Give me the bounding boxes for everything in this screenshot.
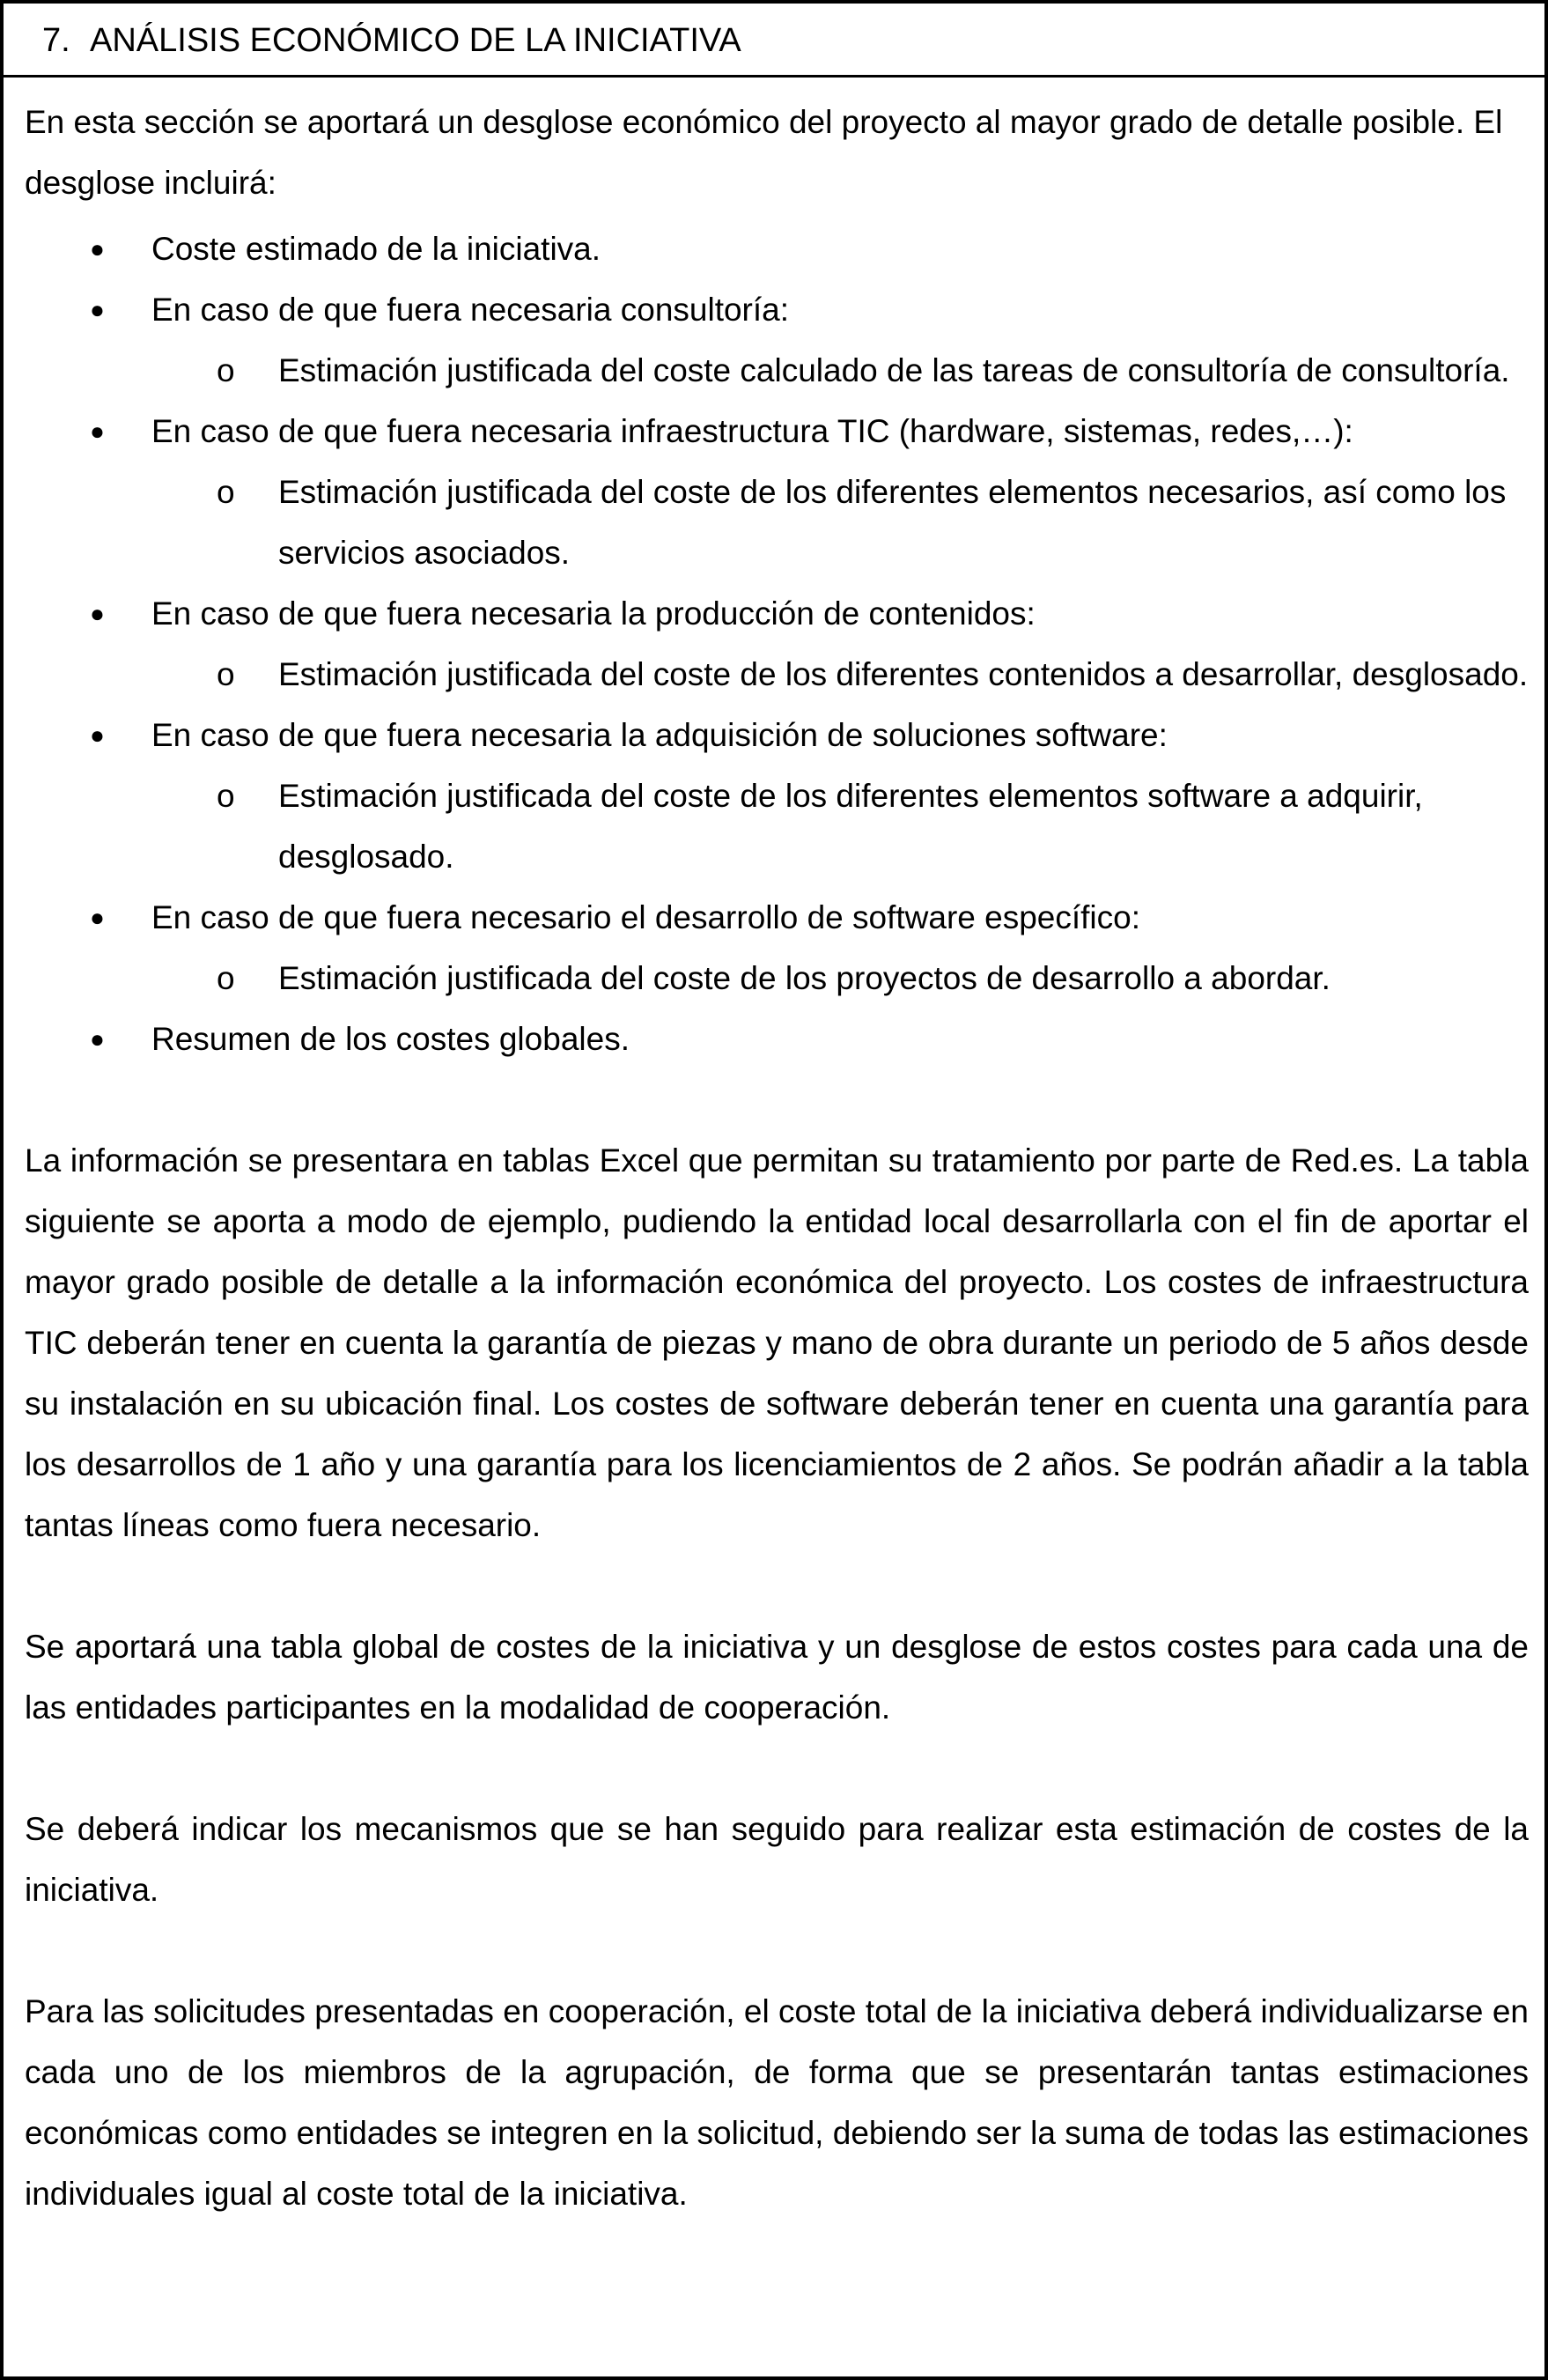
sub-list-item-text: Estimación justificada del coste de los diferentes elementos software a adquirir, desglosado.	[278, 778, 1423, 875]
spacer	[25, 1738, 1529, 1799]
sub-list-item	[151, 462, 1529, 583]
sub-list	[151, 340, 1529, 401]
sub-list-item	[151, 765, 1529, 887]
list-item-text: En caso de que fuera necesaria la adquisición de soluciones software:	[151, 717, 1168, 753]
body-paragraph: La información se presentara en tablas Excel que permitan su tratamiento por parte de Red.es. La tabla siguiente se aporta a modo de ejemplo, pudiendo la entidad local desarrollarla con el fin de aportar el mayor grado posible de detalle a la información económica del proyecto. Los costes de infraestructura TIC deberán tener en cuenta la garantía de piezas y mano de obra durante un periodo de 5 años desde su instalación en su ubicación final. Los costes de software deberán tener en cuenta una garantía para los desarrollos de 1 año y una garantía para los licenciamientos de 2 años. Se podrán añadir a la tabla tantas líneas como fuera necesario.	[25, 1142, 1529, 1543]
section-header	[4, 4, 1544, 78]
list-item	[25, 218, 1529, 279]
sub-list-item	[151, 340, 1529, 401]
spacer	[25, 1069, 1529, 1130]
spacer	[25, 1920, 1529, 1981]
breakdown-list	[25, 218, 1529, 1069]
circle-bullet-icon: o	[217, 352, 235, 388]
list-item-text: Resumen de los costes globales.	[151, 1021, 630, 1057]
sub-list	[151, 948, 1529, 1009]
bullet-icon: ●	[90, 418, 105, 445]
list-item	[25, 401, 1529, 583]
list-item	[25, 705, 1529, 887]
body-paragraph: Se aportará una tabla global de costes de la iniciativa y un desglose de estos costes para cada una de las entidades participantes en la modalidad de cooperación.	[25, 1629, 1529, 1726]
circle-bullet-icon: o	[217, 960, 235, 996]
section-number: 7.	[42, 22, 70, 59]
list-item-text: En caso de que fuera necesaria infraestructura TIC (hardware, sistemas, redes,…):	[151, 413, 1353, 449]
sub-list-item	[151, 948, 1529, 1009]
list-item	[25, 583, 1529, 705]
list-item-text: En caso de que fuera necesaria la producción de contenidos:	[151, 595, 1036, 632]
section-body	[25, 92, 1529, 2224]
bullet-icon: ●	[90, 600, 105, 627]
circle-bullet-icon: o	[217, 778, 235, 814]
sub-list-item	[151, 644, 1529, 705]
list-item-text: Coste estimado de la iniciativa.	[151, 231, 601, 267]
bullet-icon: ●	[90, 235, 105, 262]
body-paragraph: Se deberá indicar los mecanismos que se han seguido para realizar esta estimación de costes de la iniciativa.	[25, 1811, 1529, 1908]
circle-bullet-icon: o	[217, 474, 235, 510]
list-item	[25, 887, 1529, 1009]
bullet-icon: ●	[90, 296, 105, 323]
sub-list-item-text: Estimación justificada del coste de los proyectos de desarrollo a abordar.	[278, 960, 1331, 996]
sub-list	[151, 644, 1529, 705]
sub-list-item-text: Estimación justificada del coste de los diferentes contenidos a desarrollar, desglosado.	[278, 656, 1529, 692]
list-item	[25, 279, 1529, 401]
bullet-icon: ●	[90, 904, 105, 931]
bullet-icon: ●	[90, 721, 105, 749]
spacer	[25, 1556, 1529, 1616]
sub-list	[151, 462, 1529, 583]
section-title: ANÁLISIS ECONÓMICO DE LA INICIATIVA	[90, 22, 741, 59]
intro-paragraph: En esta sección se aportará un desglose económico del proyecto al mayor grado de detalle posible. El desglose incluirá:	[25, 104, 1503, 201]
list-item	[25, 1009, 1529, 1069]
circle-bullet-icon: o	[217, 656, 235, 692]
bullet-icon: ●	[90, 1025, 105, 1053]
list-item-text: En caso de que fuera necesaria consultoría:	[151, 292, 790, 328]
sub-list-item-text: Estimación justificada del coste de los diferentes elementos necesarios, así como los servicios asociados.	[278, 474, 1507, 571]
list-item-text: En caso de que fuera necesario el desarrollo de software específico:	[151, 899, 1140, 935]
sub-list-item-text: Estimación justificada del coste calculado de las tareas de consultoría de consultoría.	[278, 352, 1510, 388]
sub-list	[151, 765, 1529, 887]
body-paragraph: Para las solicitudes presentadas en cooperación, el coste total de la iniciativa deberá individualizarse en cada uno de los miembros de la agrupación, de forma que se presentarán tantas estimaciones económicas como entidades se integren en la solicitud, debiendo ser la suma de todas las estimaciones individuales igual al coste total de la iniciativa.	[25, 1993, 1529, 2212]
